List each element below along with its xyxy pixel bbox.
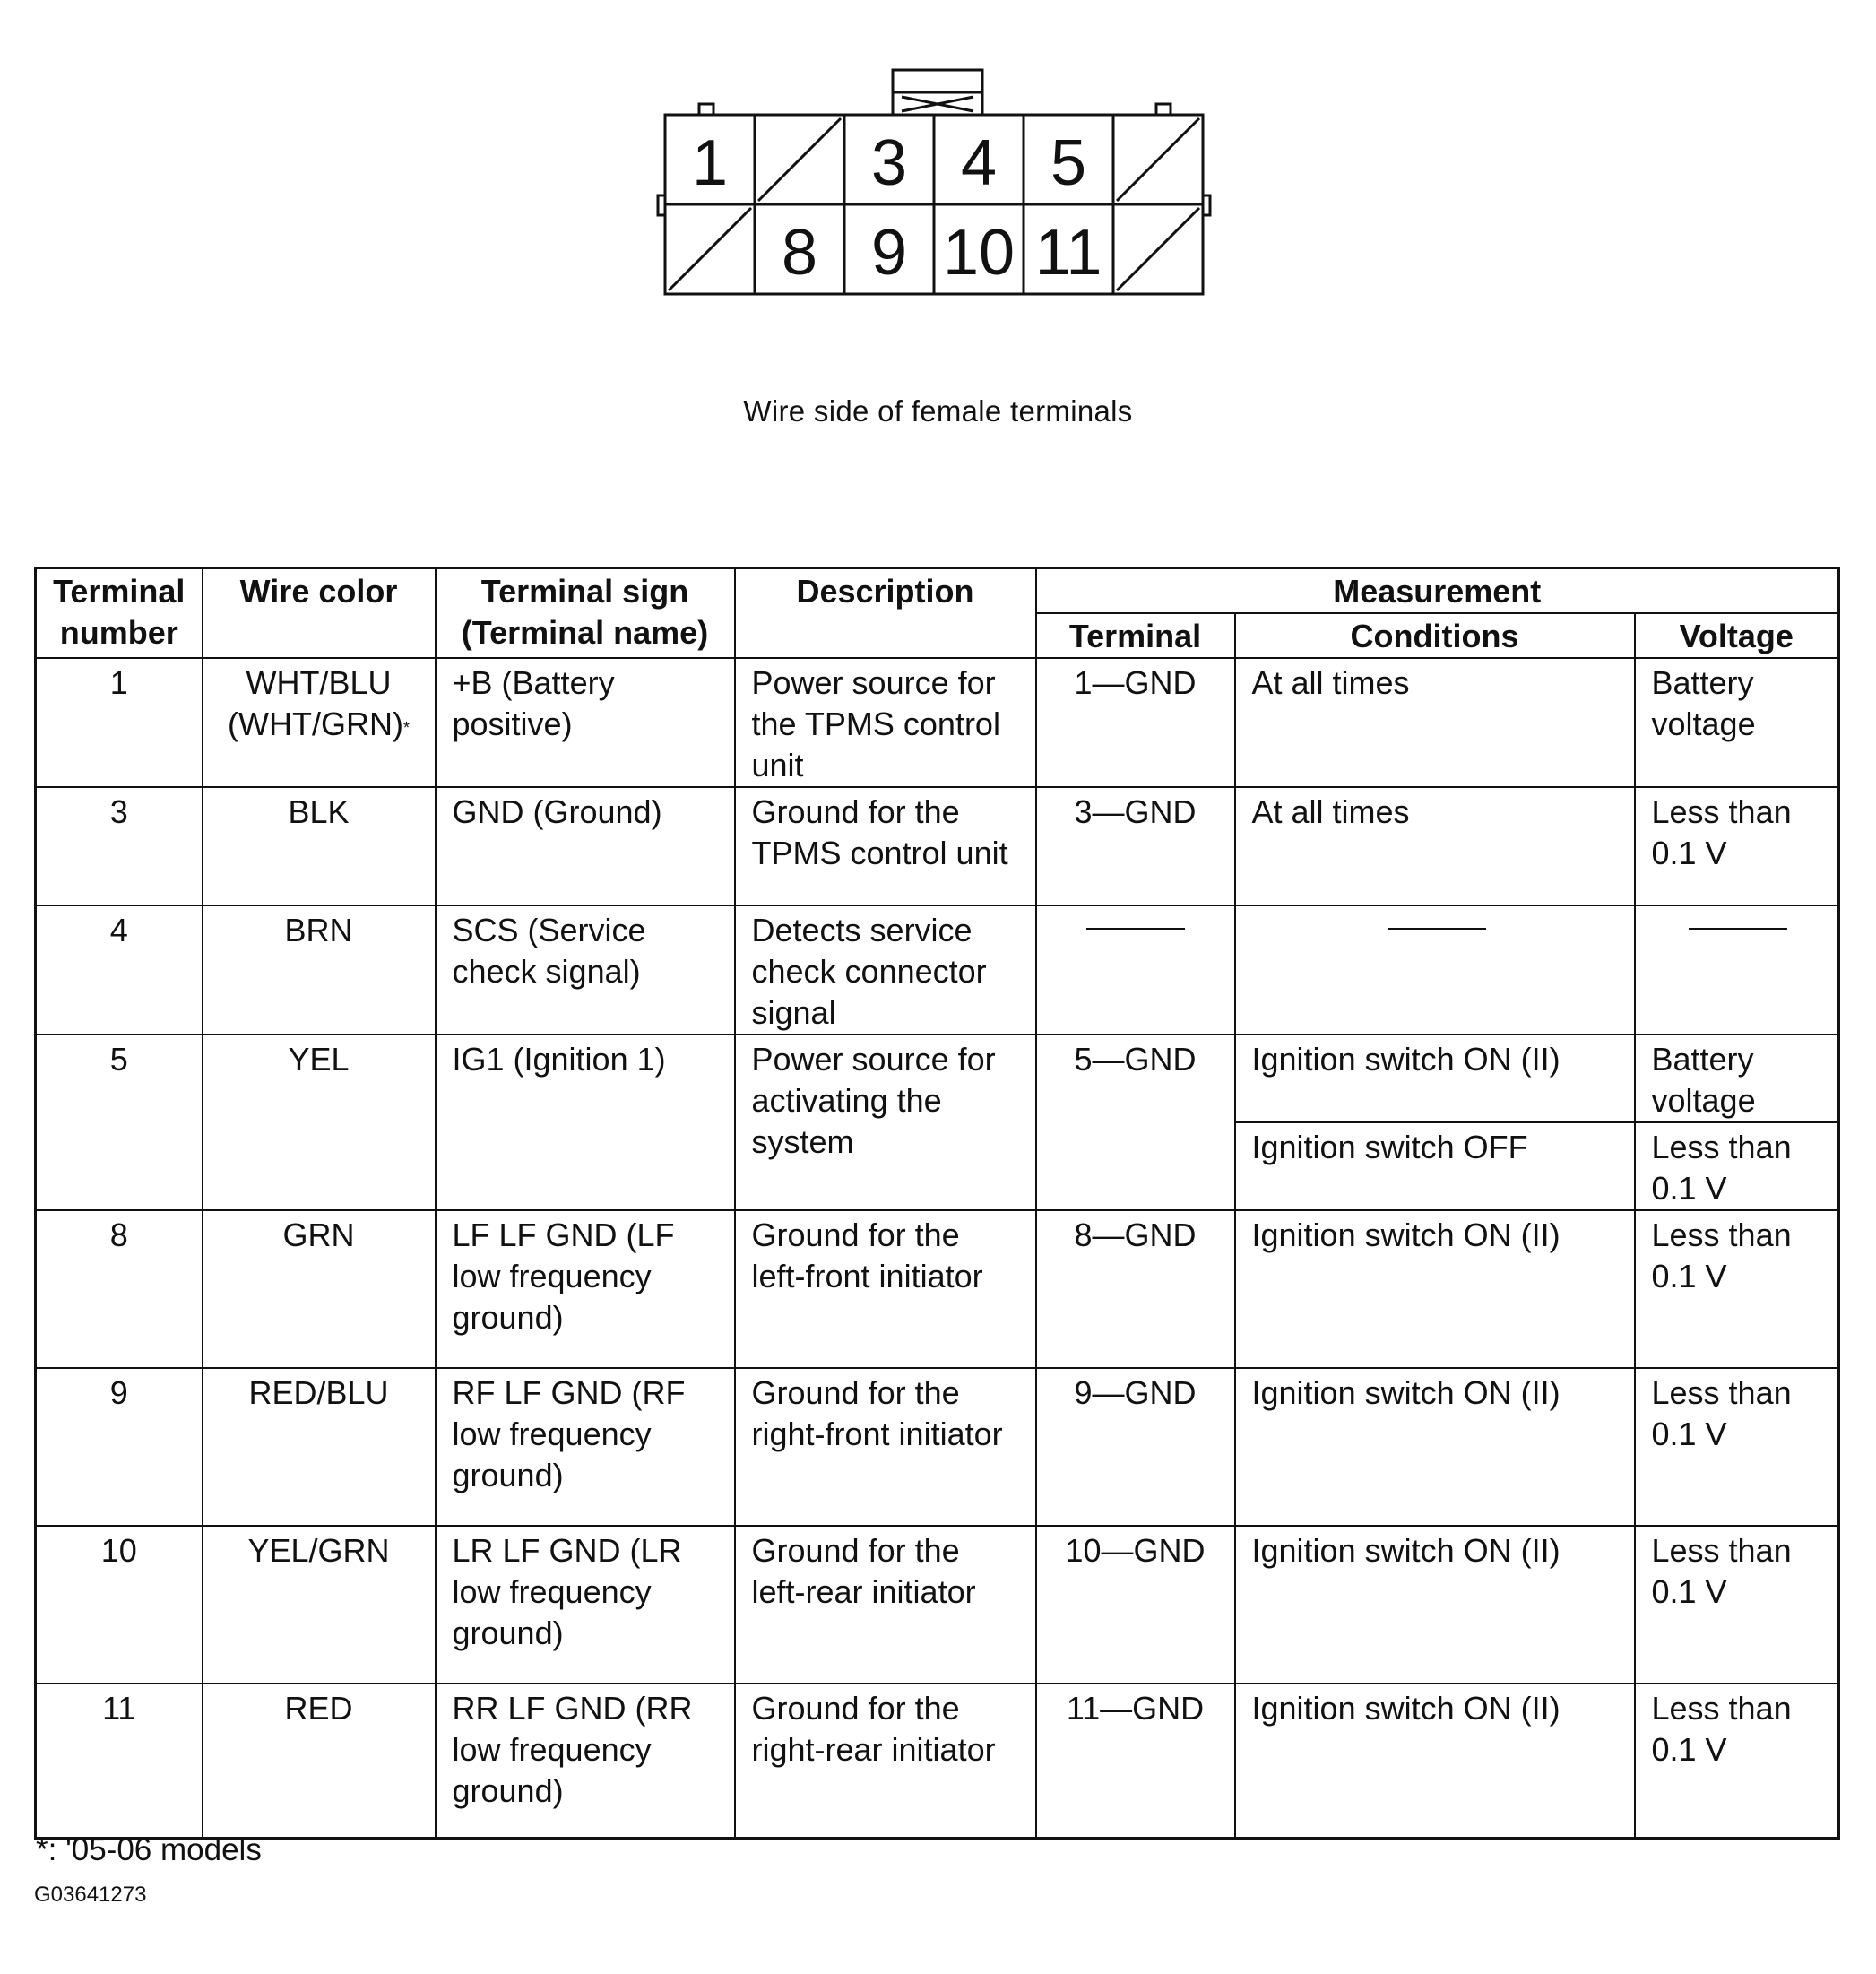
blank-cavity-12 xyxy=(1117,208,1199,290)
voltage-cell: Battery voltage xyxy=(1635,1035,1839,1122)
footnote: *: '05-06 models xyxy=(36,1832,262,1867)
header-terminal: Terminal xyxy=(1036,613,1235,658)
cavity-label-5: 5 xyxy=(1050,127,1087,199)
terminal-table xyxy=(34,567,1840,1840)
header-measurement: Measurement xyxy=(1036,568,1839,614)
description-cell: Ground for the right-rear initiator xyxy=(735,1684,1036,1838)
cavity-label-4: 4 xyxy=(960,127,998,199)
terminal-sign-cell: IG1 (Ignition 1) xyxy=(436,1035,735,1210)
blank-cavity-7 xyxy=(669,208,751,290)
terminal-sign-cell: LR LF GND (LR low frequency ground) xyxy=(436,1526,735,1684)
header-voltage: Voltage xyxy=(1635,613,1839,658)
table-row xyxy=(36,905,1839,1035)
measure-terminal-cell: 10—GND xyxy=(1036,1526,1235,1684)
description-cell: Ground for the left-front initiator xyxy=(735,1210,1036,1368)
connector-diagram xyxy=(645,54,1219,314)
figure-id: G03641273 xyxy=(34,1883,147,1907)
terminal-sign-cell: RF LF GND (RF low frequency ground) xyxy=(436,1368,735,1526)
table-row xyxy=(36,1210,1839,1368)
measure-terminal-cell xyxy=(1036,905,1235,1035)
header-conditions: Conditions xyxy=(1235,613,1635,658)
cavity-label-1: 1 xyxy=(691,127,729,199)
not-applicable-dash xyxy=(1689,928,1787,930)
terminal-number-cell: 11 xyxy=(36,1684,203,1838)
cavity-label-11: 11 xyxy=(1034,217,1102,289)
terminal-number-cell: 1 xyxy=(36,658,203,787)
terminal-sign-cell: RR LF GND (RR low frequency ground) xyxy=(436,1684,735,1838)
conditions-cell: At all times xyxy=(1235,658,1635,787)
terminal-number-cell: 8 xyxy=(36,1210,203,1368)
measure-terminal-cell: 9—GND xyxy=(1036,1368,1235,1526)
header-terminal-number: Terminal number xyxy=(36,568,203,659)
voltage-cell: Less than 0.1 V xyxy=(1635,1210,1839,1368)
voltage-cell: Less than 0.1 V xyxy=(1635,1526,1839,1684)
conditions-cell: Ignition switch ON (II) xyxy=(1235,1368,1635,1526)
conditions-cell: Ignition switch ON (II) xyxy=(1235,1035,1635,1122)
not-applicable-dash xyxy=(1388,928,1486,930)
measure-terminal-cell: 1—GND xyxy=(1036,658,1235,787)
description-cell: Power source for activating the system xyxy=(735,1035,1036,1210)
description-cell: Power source for the TPMS control unit xyxy=(735,658,1036,787)
voltage-cell: Less than 0.1 V xyxy=(1635,1684,1839,1838)
measure-terminal-cell: 5—GND xyxy=(1036,1035,1235,1210)
conditions-cell: Ignition switch ON (II) xyxy=(1235,1210,1635,1368)
connector-caption: Wire side of female terminals xyxy=(743,394,1133,428)
terminal-sign-cell: +B (Battery positive) xyxy=(436,658,735,787)
table-row xyxy=(36,1684,1839,1838)
table-row xyxy=(36,1368,1839,1526)
wire-color-cell: GRN xyxy=(203,1210,436,1368)
measure-terminal-cell: 3—GND xyxy=(1036,787,1235,905)
wire-color-cell: YEL xyxy=(203,1035,436,1210)
terminal-number-cell: 9 xyxy=(36,1368,203,1526)
measure-terminal-cell: 8—GND xyxy=(1036,1210,1235,1368)
terminal-number-cell: 4 xyxy=(36,905,203,1035)
cavity-label-3: 3 xyxy=(870,127,908,199)
terminal-sign-cell: GND (Ground) xyxy=(436,787,735,905)
wire-color-cell: BLK xyxy=(203,787,436,905)
header-wire-color: Wire color xyxy=(203,568,436,659)
wire-color-cell: RED xyxy=(203,1684,436,1838)
blank-cavity-2 xyxy=(758,118,841,201)
cavity-label-9: 9 xyxy=(870,217,908,289)
header-terminal-sign: Terminal sign (Terminal name) xyxy=(436,568,735,659)
conditions-cell: Ignition switch ON (II) xyxy=(1235,1526,1635,1684)
conditions-cell xyxy=(1235,905,1635,1035)
cavity-label-10: 10 xyxy=(942,217,1016,289)
terminal-number-cell: 10 xyxy=(36,1526,203,1684)
table-row xyxy=(36,1035,1839,1122)
description-cell: Detects service check connector signal xyxy=(735,905,1036,1035)
wire-color-cell: YEL/GRN xyxy=(203,1526,436,1684)
table-row xyxy=(36,1526,1839,1684)
header-description: Description xyxy=(735,568,1036,659)
wire-color-cell: RED/BLU xyxy=(203,1368,436,1526)
description-cell: Ground for the left-rear initiator xyxy=(735,1526,1036,1684)
conditions-cell: At all times xyxy=(1235,787,1635,905)
voltage-cell: Less than 0.1 V xyxy=(1635,1368,1839,1526)
cavity-label-8: 8 xyxy=(781,217,818,289)
blank-cavity-6 xyxy=(1117,118,1199,201)
table-row xyxy=(36,787,1839,905)
wire-color-text: WHT/BLU (WHT/GRN) xyxy=(228,664,403,742)
wire-color-cell xyxy=(203,658,436,787)
terminal-number-cell: 3 xyxy=(36,787,203,905)
footnote-marker: * xyxy=(402,719,410,737)
voltage-cell xyxy=(1635,905,1839,1035)
conditions-cell: Ignition switch ON (II) xyxy=(1235,1684,1635,1838)
voltage-cell: Less than 0.1 V xyxy=(1635,787,1839,905)
not-applicable-dash xyxy=(1086,928,1185,930)
table-row xyxy=(36,658,1839,787)
terminal-sign-cell: LF LF GND (LF low frequency ground) xyxy=(436,1210,735,1368)
description-cell: Ground for the right-front initiator xyxy=(735,1368,1036,1526)
voltage-cell: Less than 0.1 V xyxy=(1635,1122,1839,1210)
conditions-cell: Ignition switch OFF xyxy=(1235,1122,1635,1210)
terminal-sign-cell: SCS (Service check signal) xyxy=(436,905,735,1035)
terminal-number-cell: 5 xyxy=(36,1035,203,1210)
description-cell: Ground for the TPMS control unit xyxy=(735,787,1036,905)
measure-terminal-cell: 11—GND xyxy=(1036,1684,1235,1838)
wire-color-cell: BRN xyxy=(203,905,436,1035)
voltage-cell: Battery voltage xyxy=(1635,658,1839,787)
